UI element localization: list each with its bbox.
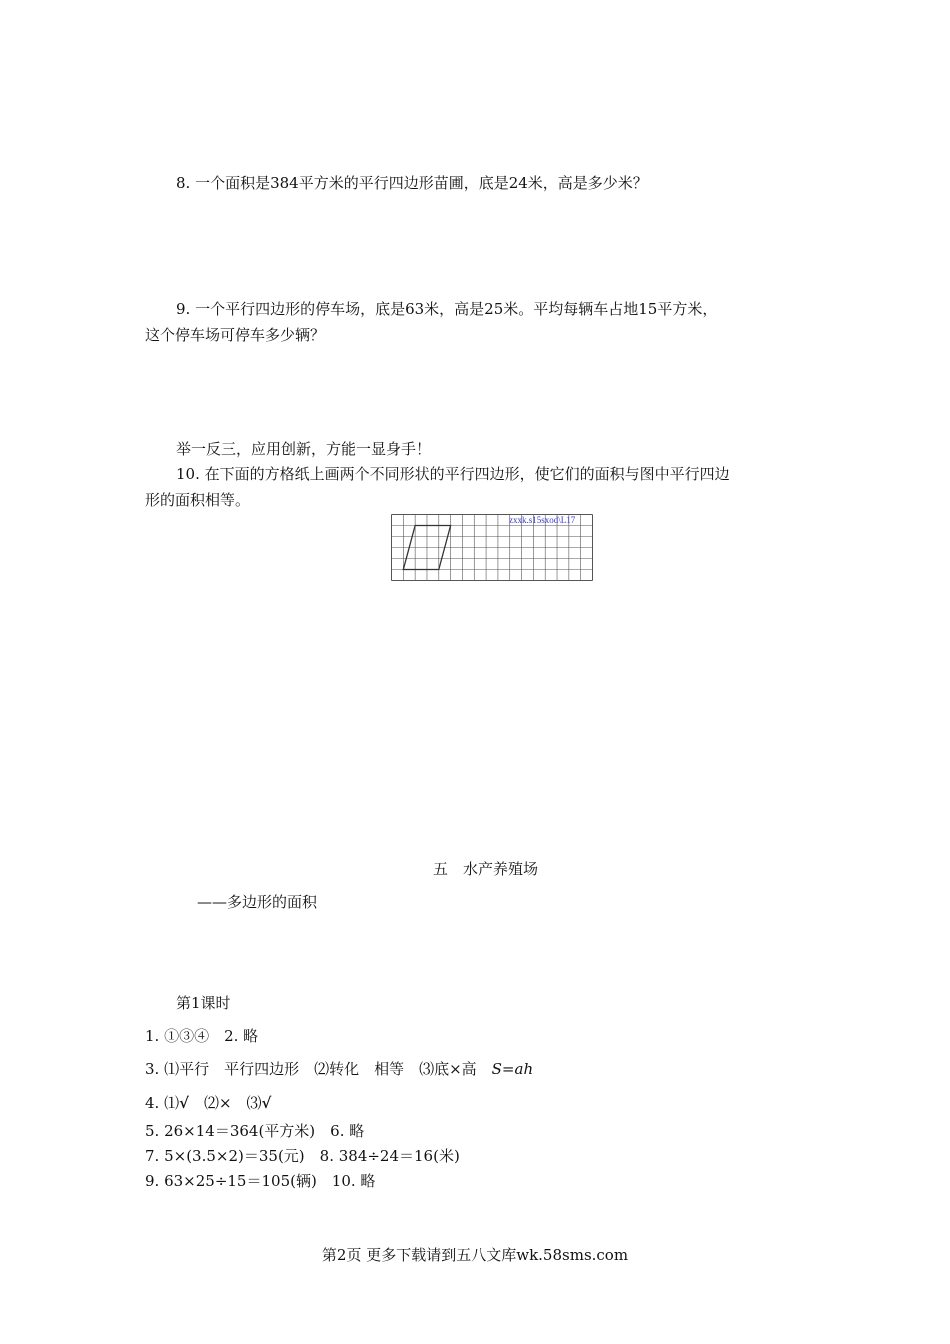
unit-subtitle: ——多边形的面积 (197, 893, 318, 911)
page-footer: 第2页 更多下载请到五八文库wk.58sms.com (321, 1246, 629, 1264)
area-formula: S=ah (491, 1060, 534, 1078)
check-mark-icon: √ (179, 1094, 189, 1112)
answer-4 (145, 1092, 271, 1114)
question-10-line-2: 形的面积相等。 (145, 491, 251, 509)
answer-3-text: 3. ⑴平行 平行四边形 ⑵转化 相等 ⑶底×高 (145, 1060, 492, 1078)
answer-5-6: 5. 26×14＝364(平方米) 6. 略 (145, 1122, 365, 1140)
question-9-line-2: 这个停车场可停车多少辆？ (145, 326, 326, 344)
answer-7-8: 7. 5×(3.5×2)＝35(元) 8. 384÷24＝16(米) (145, 1147, 460, 1165)
question-10-line-1: 10. 在下面的方格纸上画两个不同形状的平行四边形，使它们的面积与图中平行四边 (176, 465, 730, 483)
lesson-title: 第1课时 (176, 994, 231, 1012)
answer-4-part-2: ⑵× ⑶ (188, 1094, 262, 1112)
answer-1-2: 1. ①③④ 2. 略 (145, 1027, 259, 1045)
question-9-line-1: 9. 一个平行四边形的停车场，底是63米，高是25米。平均每辆车占地15平方米， (176, 300, 718, 318)
section-intro: 举一反三，应用创新，方能一显身手！ (176, 440, 432, 458)
answer-4-part-1: 4. ⑴ (145, 1094, 180, 1112)
grid-paper (391, 514, 593, 581)
unit-title: 五 水产养殖场 (433, 860, 539, 878)
question-8: 8. 一个面积是384平方米的平行四边形苗圃，底是24米，高是多少米？ (176, 174, 648, 192)
grid-watermark: zxxk.s15sxod\L17 (509, 515, 576, 525)
check-mark-icon: √ (261, 1094, 272, 1112)
answer-3 (145, 1058, 533, 1080)
answer-9-10: 9. 63×25÷15＝105(辆) 10. 略 (145, 1172, 376, 1190)
